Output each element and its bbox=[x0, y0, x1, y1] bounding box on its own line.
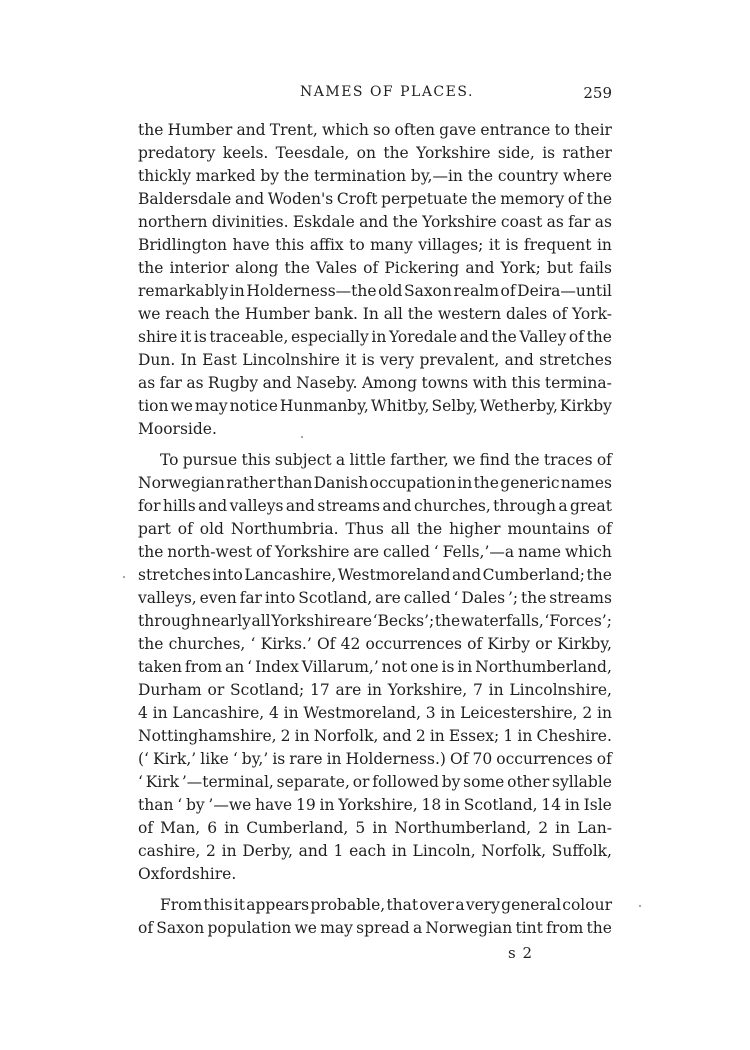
text-line: than ‘ by ’—we have 19 in Yorkshire, 18 in Scotland, 14 in Isle bbox=[138, 796, 612, 814]
paper-speck bbox=[123, 576, 125, 578]
paragraph bbox=[138, 894, 612, 940]
text-line: cashire, 2 in Derby, and 1 each in Lincoln, Norfolk, Suffolk, bbox=[138, 842, 612, 860]
text-line: Norwegian rather than Danish occupation in the generic names bbox=[138, 474, 612, 492]
text-line: Nottinghamshire, 2 in Norfolk, and 2 in Essex; 1 in Cheshire. bbox=[138, 727, 612, 745]
text-line: Dun. In East Lincolnshire it is very prevalent, and stretches bbox=[138, 351, 612, 369]
text-line: tion we may notice Hunmanby, Whitby, Selby, Wetherby, Kirkby bbox=[138, 397, 612, 415]
text-line: stretches into Lancashire, Westmoreland and Cumberland; the bbox=[138, 566, 612, 584]
text-line: predatory keels. Teesdale, on the Yorkshire side, is rather bbox=[138, 144, 612, 162]
text-line: part of old Northumbria. Thus all the higher mountains of bbox=[138, 520, 612, 538]
paper-speck bbox=[301, 436, 303, 438]
paper-speck bbox=[639, 905, 641, 907]
text-line: shire it is traceable, especially in Yoredale and the Valley of the bbox=[138, 328, 612, 346]
text-line: of Man, 6 in Cumberland, 5 in Northumberland, 2 in Lan- bbox=[138, 819, 612, 837]
text-line: the Humber and Trent, which so often gave entrance to their bbox=[138, 121, 612, 139]
text-line: for hills and valleys and streams and churches, through a great bbox=[138, 497, 612, 515]
paragraph bbox=[138, 119, 612, 441]
paragraph-gap bbox=[138, 441, 612, 449]
text-line: northern divinities. Eskdale and the Yorkshire coast as far as bbox=[138, 213, 612, 231]
paragraph bbox=[138, 449, 612, 886]
text-line: Bridlington have this affix to many villages; it is frequent in bbox=[138, 236, 612, 254]
text-line: Moorside. bbox=[138, 420, 217, 438]
text-line: From this it appears probable, that over a very general colour bbox=[160, 896, 612, 914]
text-line: through nearly all Yorkshire are ‘Becks’; the waterfalls, ‘Forces’; bbox=[138, 612, 612, 630]
paragraph-gap bbox=[138, 886, 612, 894]
text-line: the north-west of Yorkshire are called ‘ Fells,’—a name which bbox=[138, 543, 612, 561]
text-line: 4 in Lancashire, 4 in Westmoreland, 3 in Leicestershire, 2 in bbox=[138, 704, 612, 722]
text-line: Oxfordshire. bbox=[138, 865, 237, 883]
text-line: (‘ Kirk,’ like ‘ by,’ is rare in Holderness.) Of 70 occurrences of bbox=[138, 750, 612, 768]
text-line: ‘ Kirk ’—terminal, separate, or followed by some other syllable bbox=[138, 773, 612, 791]
text-line: Durham or Scotland; 17 are in Yorkshire, 7 in Lincolnshire, bbox=[138, 681, 612, 699]
signature-mark: s 2 bbox=[508, 944, 534, 962]
page-number: 259 bbox=[583, 84, 612, 102]
body-text bbox=[138, 119, 612, 940]
running-title: NAMES OF PLACES. bbox=[300, 84, 474, 100]
text-line: as far as Rugby and Naseby. Among towns with this termina- bbox=[138, 374, 612, 392]
text-line: valleys, even far into Scotland, are called ‘ Dales ’; the streams bbox=[138, 589, 612, 607]
text-line: thickly marked by the termination by,—in the country where bbox=[138, 167, 612, 185]
text-line: of Saxon population we may spread a Norwegian tint from the bbox=[138, 919, 612, 937]
text-line: remarkably in Holderness—the old Saxon realm of Deira—until bbox=[138, 282, 612, 300]
text-line: we reach the Humber bank. In all the western dales of York- bbox=[138, 305, 612, 323]
running-head bbox=[138, 84, 612, 106]
text-line: taken from an ‘ Index Villarum,’ not one is in Northumberland, bbox=[138, 658, 612, 676]
text-line: To pursue this subject a little farther, we find the traces of bbox=[160, 451, 612, 469]
text-line: the interior along the Vales of Pickering and York; but fails bbox=[138, 259, 612, 277]
text-line: the churches, ‘ Kirks.’ Of 42 occurrences of Kirby or Kirkby, bbox=[138, 635, 612, 653]
text-line: Baldersdale and Woden's Croft perpetuate the memory of the bbox=[138, 190, 612, 208]
